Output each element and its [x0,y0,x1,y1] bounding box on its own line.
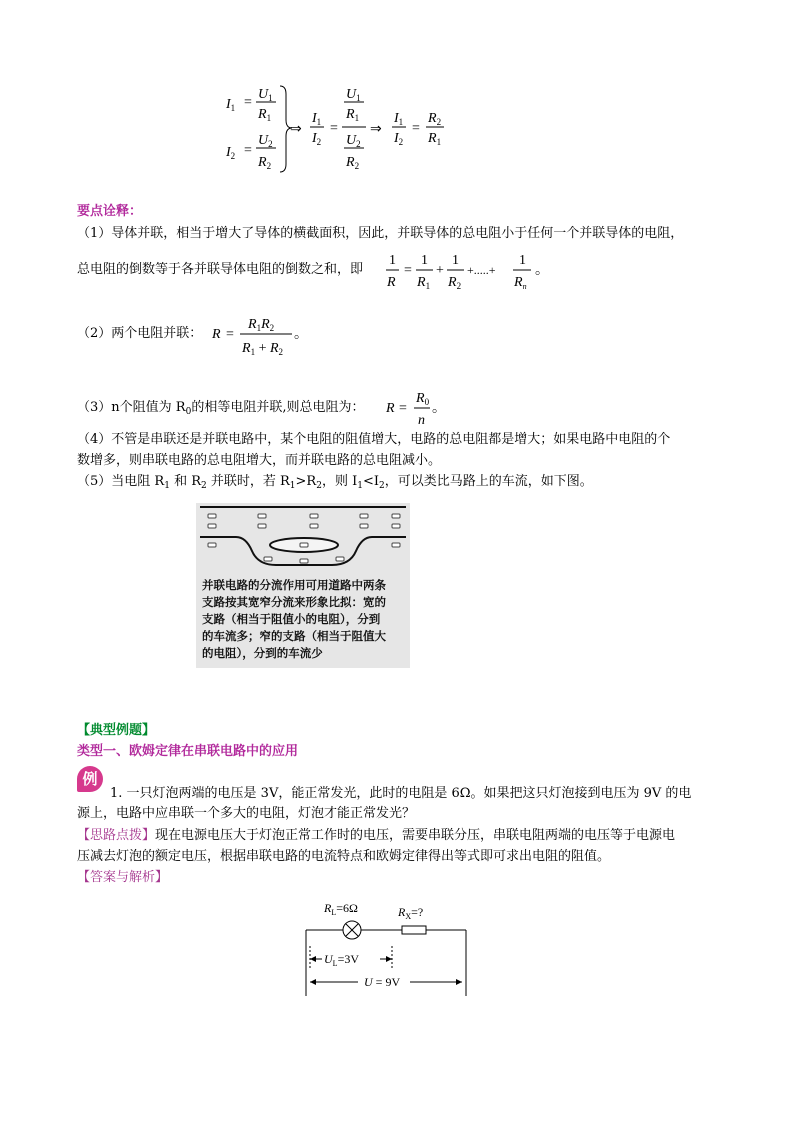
derivation-formula [220,80,460,180]
svg-text:。: 。 [535,263,549,278]
svg-text:R1: $R_1$ [428,131,442,147]
answer-label: 【答案与解析】 [77,870,169,885]
svg-text:U1: $U_1$ [258,87,273,103]
hint-text-a: 现在电源电压大于灯泡正常工作时的电压，需要串联分压，串联电阻两端的电压等于电源电 [155,828,676,843]
i1-symbol: $I_1$ [226,97,236,113]
svg-text:R1 + R2: $R_1 + R_2$ [242,341,284,357]
equal-parallel-formula [384,386,448,430]
svg-text:=: = [226,327,234,342]
svg-text:I2: $I_2$ [226,145,236,161]
svg-text:R1: $R_1$ [258,107,272,123]
road-caption-line-5: 的电阻），分到的车流少 [202,648,323,660]
road-analogy-image [196,503,410,668]
svg-text:I2: $I_2$ [312,131,322,147]
ul-label: $U_L=3V$ [324,952,359,968]
parallel-sum-formula [383,248,553,292]
resistor-symbol [402,926,426,934]
road-caption-line-1: 并联电路的分流作用可用道路中两条 [202,580,386,592]
rl-label: $R_L=6\Omega$ [324,901,358,917]
svg-text:=: = [244,95,252,110]
road-svg [196,503,410,668]
key-point-4-line-b: 数增多，则串联电路的总电阻增大，而并联电路的总电阻减小。 [77,453,442,468]
key-point-3-text-a: （3）n个阻值为 R [77,400,186,415]
circuit-svg [300,898,472,1000]
svg-text:I2: $I_2$ [394,131,404,147]
key-point-5: （5）当电阻 $R_1$ 和 $R_2$ 并联时，若 $R_1>R_2$，则 $I_1<I_2$，可以类比马路上的车流，如下图。 [77,474,593,491]
svg-text:+.....+: +.....+ [467,263,496,277]
u-label: U = 9V [364,975,401,989]
svg-text:+: + [436,263,444,278]
examples-heading: 【典型例题】 [77,723,156,738]
key-point-4-line-a: （4）不管是串联还是并联电路中，某个电阻的阻值增大，电路的总电阻都是增大；如果电路中电阻的个 [77,432,671,447]
svg-text:U2: $U_2$ [258,133,273,149]
key-point-3 [77,400,364,420]
svg-text:1: 1 [519,253,526,268]
svg-text:R2: $R_2$ [258,155,272,171]
rx-label: $R_X=$? [398,905,424,921]
example-badge-label: 例 [82,770,98,788]
road-caption-line-3: 支路（相当于阻值小的电阻），分到 [202,614,381,626]
svg-text:=: = [404,263,412,278]
svg-text:R0: $R_0$ [416,391,430,407]
circuit-diagram [300,898,472,1000]
key-point-1-line-b: 总电阻的倒数等于各并联导体电阻的倒数之和，即 [77,262,364,277]
svg-text:1: 1 [452,253,459,268]
svg-text:R: R [386,401,395,416]
svg-text:=: = [412,121,420,136]
svg-text:1: 1 [389,253,396,268]
svg-text:U2: $U_2$ [346,133,361,149]
svg-text:R1: $R_1$ [417,275,431,291]
key-point-2: （2）两个电阻并联： [77,326,203,341]
svg-text:R1R2: $R_1R_2$ [248,317,275,333]
svg-text:U1: $U_1$ [346,87,361,103]
svg-text:。: 。 [432,401,446,416]
hint-line-a [77,828,675,844]
svg-text:=: = [399,401,407,416]
road-caption-line-4: 的车流多；窄的支路（相当于阻值大 [202,631,386,643]
key-point-1-line-a: （1）导体并联，相当于增大了导体的横截面积，因此，并联导体的总电阻小于任何一个并联导体的电阻， [77,226,684,241]
svg-text:R1: $R_1$ [346,107,360,123]
road-caption-line-2: 支路按其宽窄分流来形象比拟：宽的 [202,597,386,609]
two-parallel-formula [208,310,308,358]
example-badge [77,766,103,792]
svg-text:⇒: ⇒ [370,122,382,137]
question-1-line-b: 源上，电路中应串联一个多大的电阻，灯泡才能正常发光？ [77,806,416,821]
svg-text:。: 。 [294,327,308,342]
key-point-3-text-b: 的相等电阻并联,则总电阻为： [191,400,365,415]
svg-text:R: R [387,275,396,290]
svg-text:I1: $I_1$ [312,111,322,127]
svg-text:R2: $R_2$ [346,155,360,171]
svg-text:I1: $I_1$ [394,111,404,127]
type-1-heading: 类型一、欧姆定律在串联电路中的应用 [77,744,299,759]
svg-text:=: = [330,121,338,136]
svg-text:⇒: ⇒ [290,122,302,137]
svg-text:R2: $R_2$ [448,275,462,291]
svg-text:Rn: $R_n$ [514,275,527,291]
svg-text:R2: $R_2$ [428,111,442,127]
svg-text:1: 1 [421,253,428,268]
svg-text:=: = [244,143,252,158]
key-point-3-sub: 0 [185,407,192,417]
hint-label: 【思路点拨】 [77,828,156,843]
hint-line-b: 压减去灯泡的额定电压，根据串联电路的电流特点和欧姆定律得出等式即可求出电阻的阻值。 [77,849,611,864]
derivation-svg [220,80,460,180]
svg-text:R: R [212,327,221,342]
key-points-heading: 要点诠释： [77,204,143,219]
question-1-line-a: 1. 一只灯泡两端的电压是 3V，能正常发光，此时的电阻是 6Ω。如果把这只灯泡接到电压为 9V 的电 [110,786,692,801]
svg-text:n: n [418,413,425,428]
